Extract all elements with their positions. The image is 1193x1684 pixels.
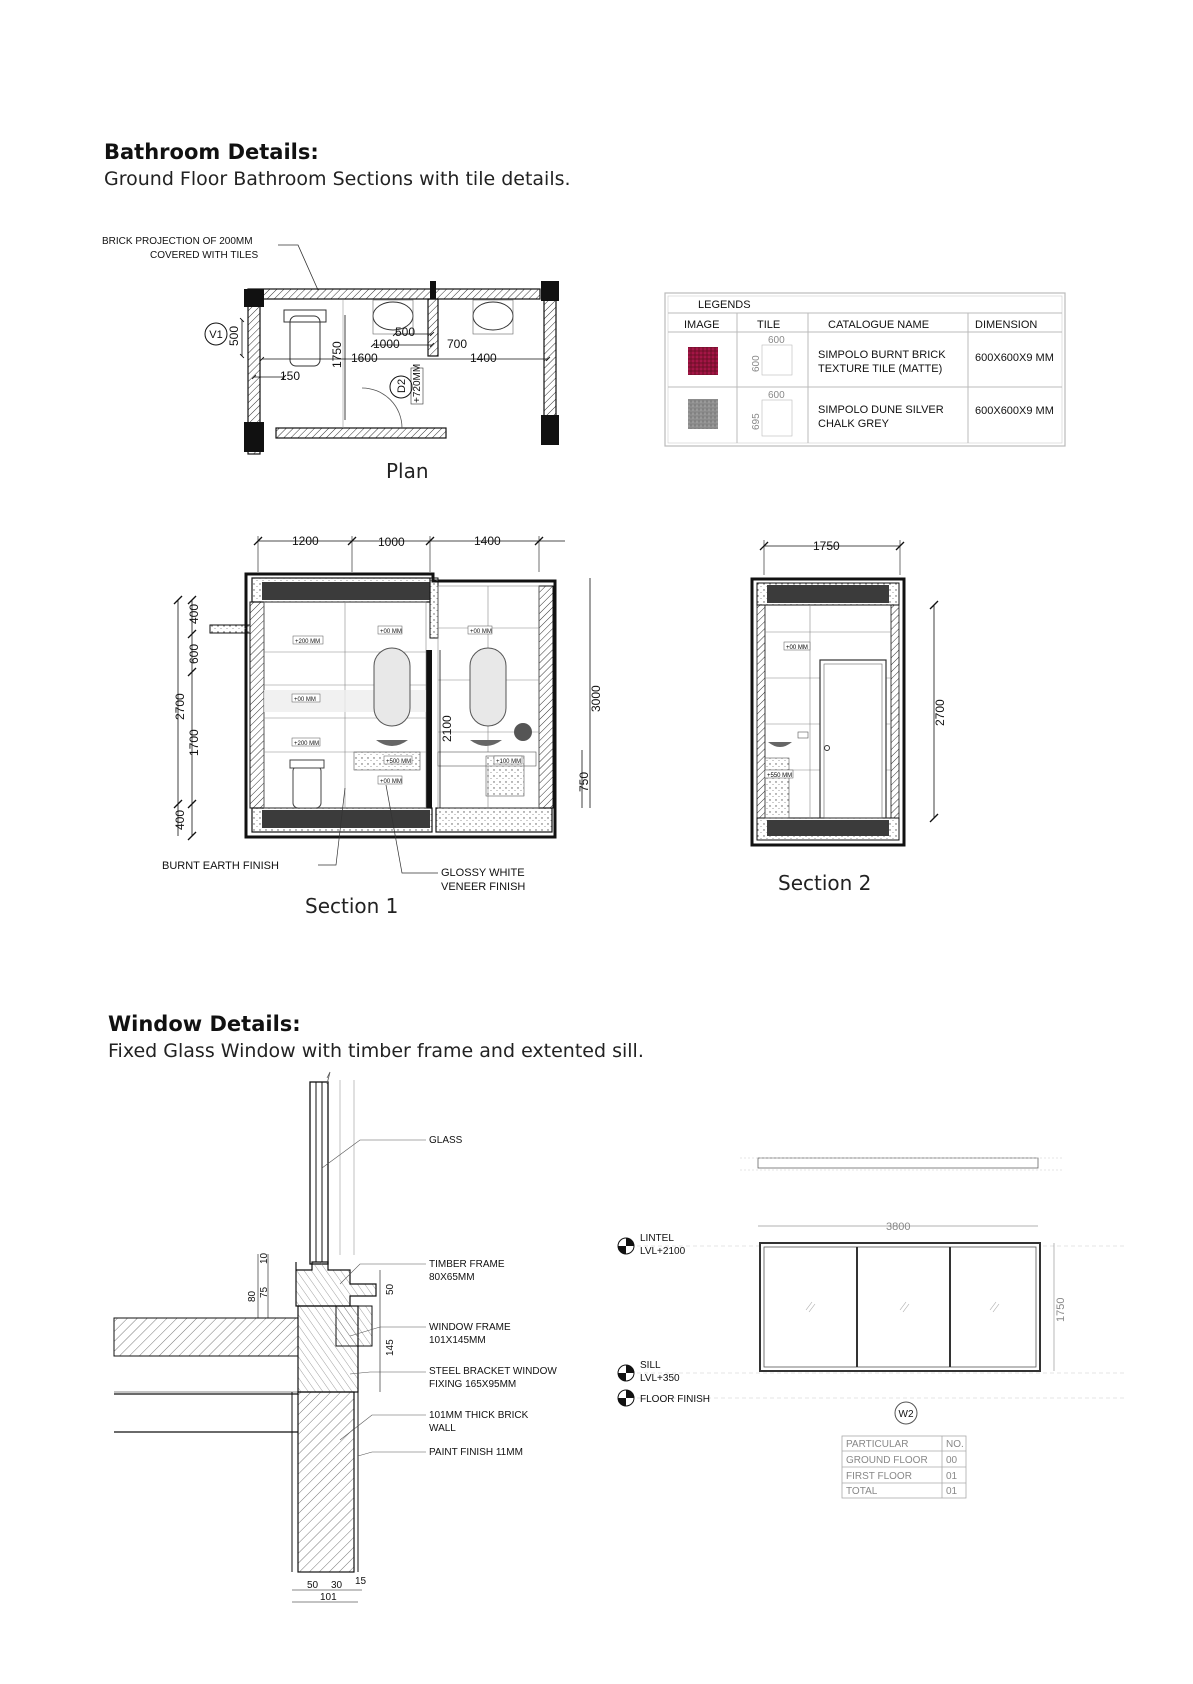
we-floor: FLOOR FINISH <box>640 1394 711 1405</box>
s1-left-dim: 600 <box>187 643 201 664</box>
legend-row-name: CHALK GREY <box>818 418 889 430</box>
wd-dim-101: 101 <box>320 1592 337 1603</box>
plan-note-line1: BRICK PROJECTION OF 200MM <box>102 236 253 247</box>
s1-level-tag: +100 MM <box>496 759 522 765</box>
legend-header-tile: TILE <box>757 319 781 331</box>
wd-label-bracket: FIXING 165X95MM <box>429 1379 517 1390</box>
plan-note-leader <box>278 245 318 290</box>
s2-level-tag: +550 MM <box>767 773 793 779</box>
legend-row-dimension: 600X600X9 MM <box>975 405 1054 417</box>
schedule-cell: GROUND FLOOR <box>846 1455 928 1466</box>
wd-dim-15: 15 <box>355 1576 367 1587</box>
s1-left-dim: 400 <box>187 603 201 624</box>
schedule-table <box>842 1436 966 1498</box>
plan-door-swing <box>362 388 402 428</box>
plan-column <box>430 281 436 299</box>
plan-counter <box>473 300 513 334</box>
plan-dim-1000: 1000 <box>373 337 400 351</box>
wd-label-brick: 101MM THICK BRICK <box>429 1410 529 1421</box>
wd-dim-145: 145 <box>385 1339 396 1356</box>
s1-top-dim: 1000 <box>378 535 405 549</box>
s1-level-tag: +200 MM <box>295 639 321 645</box>
window-detail <box>114 1072 557 1603</box>
wd-dim-50-vert: 50 <box>385 1283 396 1295</box>
plan-level-tag: +720MM <box>412 363 423 403</box>
wd-label-frame: WINDOW FRAME <box>429 1322 511 1333</box>
wd-label-brick: WALL <box>429 1423 456 1434</box>
s1-level-tag: +00 MM <box>470 629 492 635</box>
legend-table <box>665 293 1065 446</box>
section-1 <box>162 534 603 918</box>
legend-row-name: TEXTURE TILE (MATTE) <box>818 363 943 375</box>
plan-v1-tag: V1 <box>209 329 223 341</box>
window-subheading: Fixed Glass Window with timber frame and extented sill. <box>108 1040 644 1062</box>
wd-label-timber: TIMBER FRAME <box>429 1259 505 1270</box>
s1-left-dim: 2700 <box>173 693 187 720</box>
wd-label-frame: 101X145MM <box>429 1335 486 1346</box>
legend-tile-height: 600 <box>751 355 762 372</box>
we-sill: SILL <box>640 1360 661 1371</box>
level-marker-sill <box>618 1365 634 1381</box>
plan-dim-500: 500 <box>395 325 416 339</box>
plan-caption: Plan <box>386 459 429 483</box>
we-sill-level: LVL+350 <box>640 1373 680 1384</box>
s1-left-dim: 1700 <box>187 729 201 756</box>
s1-top-dim: 1200 <box>292 534 319 548</box>
s2-door <box>820 660 886 818</box>
bathroom-plan <box>102 236 559 483</box>
s1-level-tag: +00 MM <box>380 629 402 635</box>
s1-right-dim-750: 750 <box>577 771 591 792</box>
wd-label-glass: GLASS <box>429 1135 463 1146</box>
wd-label-timber: 80X65MM <box>429 1272 475 1283</box>
legend-swatch-dune-silver <box>688 399 718 429</box>
wd-label-paint: PAINT FINISH 11MM <box>429 1447 523 1458</box>
plan-bottom-wall <box>276 428 446 438</box>
legend-header-dimension: DIMENSION <box>975 319 1038 331</box>
window-heading: Window Details: <box>108 1012 301 1036</box>
plan-column <box>244 289 264 307</box>
s1-note-burnt-earth: BURNT EARTH FINISH <box>162 860 279 872</box>
plan-top-wall <box>248 289 540 299</box>
s1-left-dim: 400 <box>173 809 187 830</box>
plan-dim-1400: 1400 <box>470 351 497 365</box>
plan-dim-150: 150 <box>280 369 301 383</box>
plan-dim-1600: 1600 <box>351 351 378 365</box>
s1-right-dim-3000: 3000 <box>589 685 603 712</box>
legend-header-catalogue: CATALOGUE NAME <box>828 319 930 331</box>
schedule-cell: TOTAL <box>846 1486 878 1497</box>
plan-note-line2: COVERED WITH TILES <box>150 250 259 261</box>
plan-dim-1750: 1750 <box>330 341 344 368</box>
legend-tile-width: 600 <box>768 390 785 401</box>
legend-title: LEGENDS <box>698 299 751 311</box>
level-marker-lintel <box>618 1238 634 1254</box>
bathroom-subheading: Ground Floor Bathroom Sections with tile details. <box>104 168 571 190</box>
legend-header-image: IMAGE <box>684 319 720 331</box>
s1-level-tag: +00 MM <box>294 697 316 703</box>
section1-caption: Section 1 <box>305 894 399 918</box>
plan-dim-500-vert: 500 <box>227 325 241 346</box>
plan-column <box>541 281 559 301</box>
s1-level-tag: +200 MM <box>294 741 320 747</box>
plan-dim-700: 700 <box>447 337 468 351</box>
plan-partition <box>428 299 438 356</box>
section-2 <box>752 539 947 895</box>
legend-tile-height: 695 <box>751 413 762 430</box>
s1-top-dim: 1400 <box>474 534 501 548</box>
wd-dim-30: 30 <box>331 1580 343 1591</box>
we-width-dim: 3800 <box>886 1221 911 1233</box>
schedule-cell: FIRST FLOOR <box>846 1471 912 1482</box>
s1-level-tag: +00 MM <box>380 779 402 785</box>
schedule-cell: 01 <box>946 1486 958 1497</box>
legend-tile-width: 600 <box>768 335 785 346</box>
s2-right-dim: 2700 <box>933 699 947 726</box>
we-lintel-level: LVL+2100 <box>640 1246 686 1257</box>
legend-row-name: SIMPOLO DUNE SILVER <box>818 404 944 416</box>
plan-d2-tag: D2 <box>396 378 408 393</box>
wd-label-bracket: STEEL BRACKET WINDOW <box>429 1366 557 1377</box>
plan-column <box>244 422 264 452</box>
plan-basin <box>473 302 513 330</box>
schedule-cell: 00 <box>946 1455 958 1466</box>
window-elevation <box>618 1158 1126 1424</box>
bathroom-heading: Bathroom Details: <box>104 140 319 164</box>
s1-level-tag: +500 MM <box>386 759 412 765</box>
we-tag: W2 <box>898 1409 914 1420</box>
schedule-header: NO. <box>946 1439 964 1450</box>
legend-swatch-burnt-brick <box>688 347 718 375</box>
s1-dim-2100: 2100 <box>440 715 454 742</box>
schedule-cell: 01 <box>946 1471 958 1482</box>
s2-level-tag: +00 MM <box>786 645 808 651</box>
schedule-header: PARTICULAR <box>846 1439 909 1450</box>
wd-dim-10: 10 <box>259 1252 270 1264</box>
legend-row-name: SIMPOLO BURNT BRICK <box>818 349 946 361</box>
level-marker-floor <box>618 1390 634 1406</box>
plan-wc <box>290 316 320 366</box>
wd-dim-80: 80 <box>247 1290 258 1302</box>
we-lintel: LINTEL <box>640 1233 674 1244</box>
s1-note-glossy: VENEER FINISH <box>441 881 526 893</box>
plan-column <box>541 415 559 445</box>
wd-dim-50: 50 <box>307 1580 319 1591</box>
s1-note-glossy: GLOSSY WHITE <box>441 867 525 879</box>
legend-row-dimension: 600X600X9 MM <box>975 352 1054 364</box>
wd-dim-75: 75 <box>259 1286 270 1298</box>
we-height-dim: 1750 <box>1055 1297 1067 1322</box>
s2-top-dim: 1750 <box>813 539 840 553</box>
section2-caption: Section 2 <box>778 871 872 895</box>
